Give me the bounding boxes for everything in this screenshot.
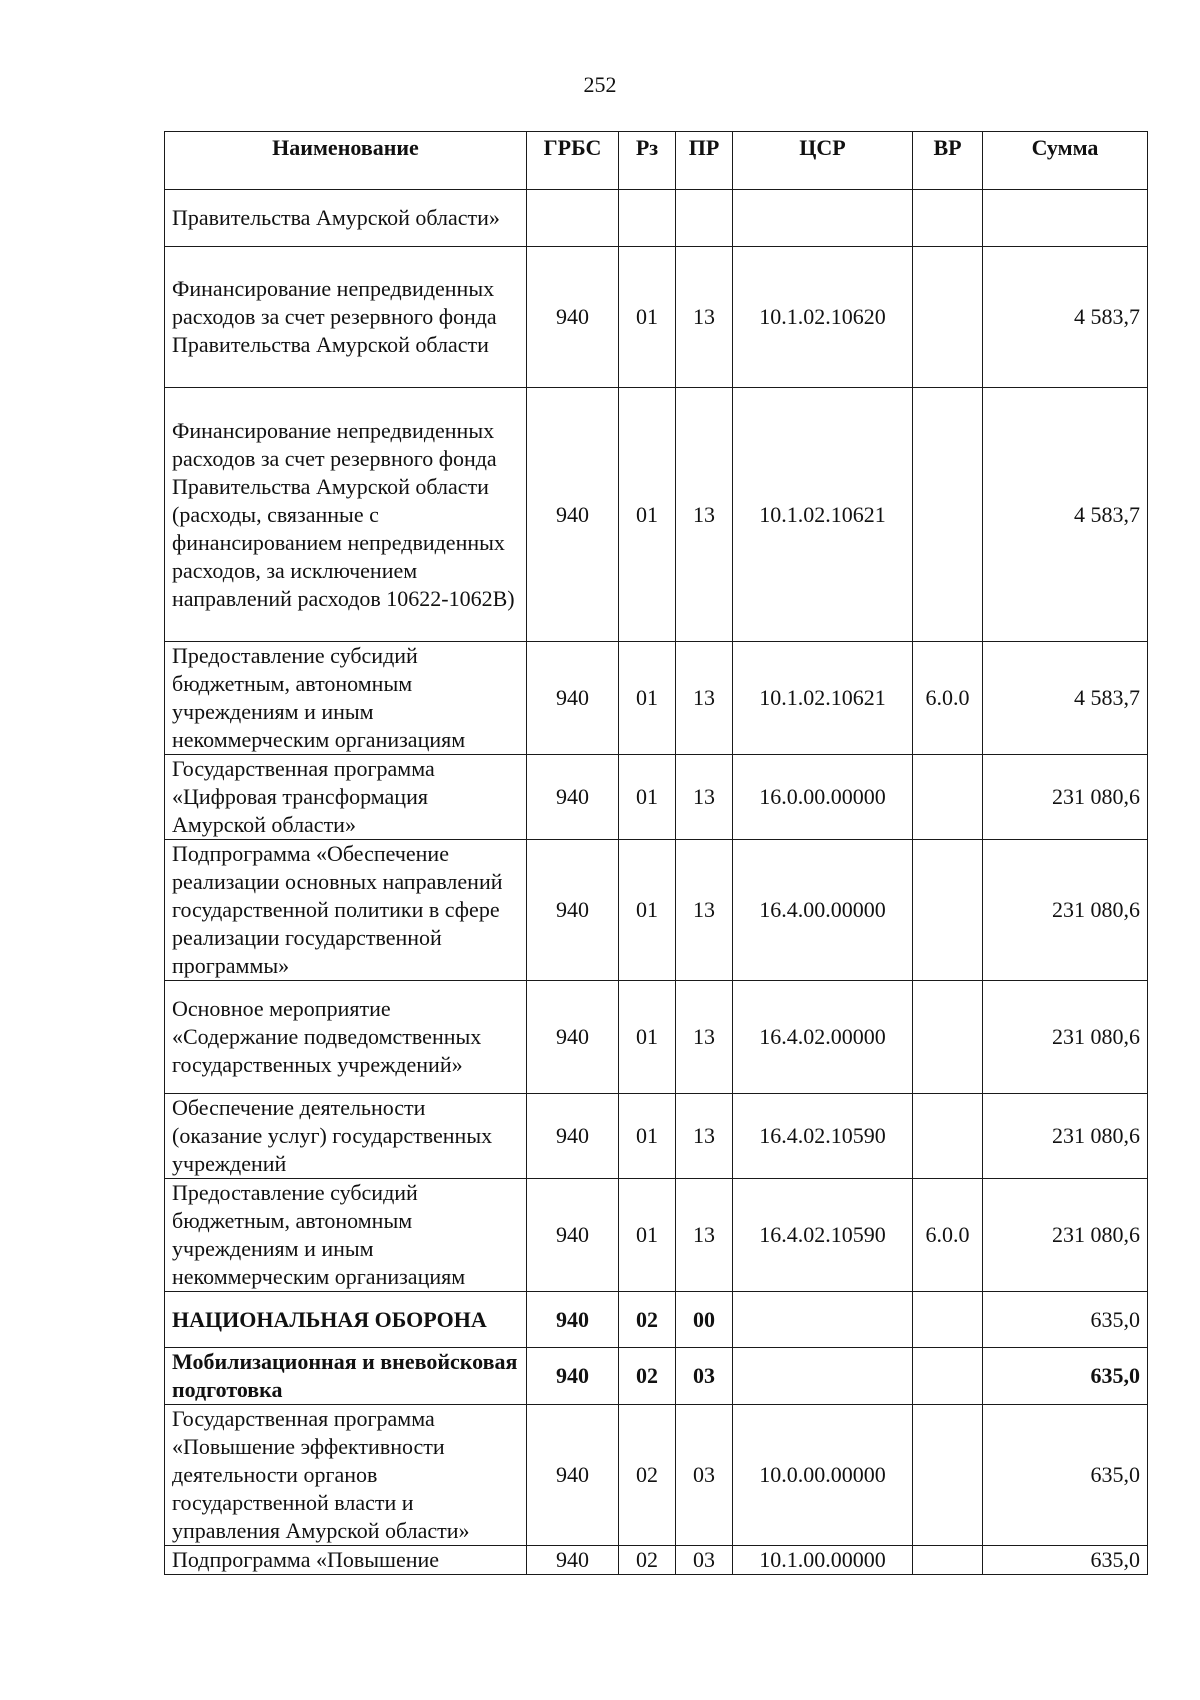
table-row bbox=[165, 755, 1148, 840]
cell-pr: 13 bbox=[676, 642, 733, 755]
cell-vr bbox=[913, 1405, 983, 1546]
header-sum: Сумма bbox=[983, 132, 1148, 190]
cell-csr: 16.0.00.00000 bbox=[733, 755, 913, 840]
cell-vr: 6.0.0 bbox=[913, 642, 983, 755]
cell-pr: 13 bbox=[676, 840, 733, 981]
cell-name: Обеспечение деятельности (оказание услуг) государственных учреждений bbox=[165, 1094, 527, 1179]
cell-pr: 13 bbox=[676, 1179, 733, 1292]
cell-name: Государственная программа «Цифровая трансформация Амурской области» bbox=[165, 755, 527, 840]
cell-grbs: 940 bbox=[527, 840, 619, 981]
cell-sum: 231 080,6 bbox=[983, 1094, 1148, 1179]
cell-name: Финансирование непредвиденных расходов за счет резервного фонда Правительства Амурской области bbox=[165, 247, 527, 388]
cell-pr: 13 bbox=[676, 1094, 733, 1179]
cell-rz: 02 bbox=[619, 1546, 676, 1575]
table-row bbox=[165, 1094, 1148, 1179]
cell-grbs bbox=[527, 190, 619, 247]
cell-vr bbox=[913, 190, 983, 247]
cell-rz: 01 bbox=[619, 981, 676, 1094]
cell-grbs: 940 bbox=[527, 1094, 619, 1179]
cell-vr: 6.0.0 bbox=[913, 1179, 983, 1292]
cell-sum: 4 583,7 bbox=[983, 642, 1148, 755]
cell-vr bbox=[913, 1094, 983, 1179]
cell-pr: 03 bbox=[676, 1348, 733, 1405]
cell-sum: 635,0 bbox=[983, 1292, 1148, 1348]
cell-csr bbox=[733, 1292, 913, 1348]
cell-grbs: 940 bbox=[527, 1179, 619, 1292]
header-grbs: ГРБС bbox=[527, 132, 619, 190]
cell-vr bbox=[913, 1292, 983, 1348]
header-vr: ВР bbox=[913, 132, 983, 190]
budget-table bbox=[164, 131, 1148, 1575]
cell-csr: 10.0.00.00000 bbox=[733, 1405, 913, 1546]
table-row bbox=[165, 388, 1148, 642]
cell-csr: 16.4.02.10590 bbox=[733, 1094, 913, 1179]
table-row bbox=[165, 642, 1148, 755]
cell-csr: 16.4.02.00000 bbox=[733, 981, 913, 1094]
table-row bbox=[165, 190, 1148, 247]
cell-csr: 16.4.00.00000 bbox=[733, 840, 913, 981]
cell-sum: 4 583,7 bbox=[983, 388, 1148, 642]
cell-name: Правительства Амурской области» bbox=[165, 190, 527, 247]
cell-pr: 03 bbox=[676, 1405, 733, 1546]
cell-sum: 231 080,6 bbox=[983, 755, 1148, 840]
table-row bbox=[165, 1292, 1148, 1348]
cell-rz: 02 bbox=[619, 1405, 676, 1546]
table-body bbox=[165, 190, 1148, 1575]
cell-sum bbox=[983, 190, 1148, 247]
cell-rz: 02 bbox=[619, 1292, 676, 1348]
cell-vr bbox=[913, 1546, 983, 1575]
cell-rz bbox=[619, 190, 676, 247]
page-number: 252 bbox=[583, 72, 617, 97]
cell-vr bbox=[913, 840, 983, 981]
cell-rz: 01 bbox=[619, 642, 676, 755]
cell-grbs: 940 bbox=[527, 388, 619, 642]
cell-grbs: 940 bbox=[527, 1348, 619, 1405]
cell-csr: 10.1.02.10620 bbox=[733, 247, 913, 388]
cell-sum: 635,0 bbox=[983, 1546, 1148, 1575]
cell-grbs: 940 bbox=[527, 247, 619, 388]
cell-name: НАЦИОНАЛЬНАЯ ОБОРОНА bbox=[165, 1292, 527, 1348]
header-name: Наименование bbox=[165, 132, 527, 190]
cell-csr bbox=[733, 190, 913, 247]
table-row bbox=[165, 1546, 1148, 1575]
cell-vr bbox=[913, 981, 983, 1094]
cell-pr: 13 bbox=[676, 247, 733, 388]
table-header bbox=[165, 132, 1148, 190]
cell-pr: 13 bbox=[676, 388, 733, 642]
cell-grbs: 940 bbox=[527, 1292, 619, 1348]
cell-pr: 13 bbox=[676, 981, 733, 1094]
cell-csr: 10.1.02.10621 bbox=[733, 388, 913, 642]
cell-rz: 01 bbox=[619, 388, 676, 642]
cell-vr bbox=[913, 755, 983, 840]
cell-grbs: 940 bbox=[527, 755, 619, 840]
cell-rz: 01 bbox=[619, 840, 676, 981]
cell-sum: 231 080,6 bbox=[983, 840, 1148, 981]
cell-grbs: 940 bbox=[527, 1546, 619, 1575]
cell-sum: 635,0 bbox=[983, 1405, 1148, 1546]
cell-sum: 635,0 bbox=[983, 1348, 1148, 1405]
table-row bbox=[165, 981, 1148, 1094]
cell-vr bbox=[913, 1348, 983, 1405]
cell-sum: 4 583,7 bbox=[983, 247, 1148, 388]
cell-rz: 02 bbox=[619, 1348, 676, 1405]
cell-name: Основное мероприятие «Содержание подведомственных государственных учреждений» bbox=[165, 981, 527, 1094]
cell-csr: 16.4.02.10590 bbox=[733, 1179, 913, 1292]
cell-grbs: 940 bbox=[527, 642, 619, 755]
cell-rz: 01 bbox=[619, 1094, 676, 1179]
cell-rz: 01 bbox=[619, 1179, 676, 1292]
cell-grbs: 940 bbox=[527, 981, 619, 1094]
header-rz: Рз bbox=[619, 132, 676, 190]
cell-vr bbox=[913, 247, 983, 388]
cell-pr: 03 bbox=[676, 1546, 733, 1575]
cell-rz: 01 bbox=[619, 247, 676, 388]
cell-name: Подпрограмма «Обеспечение реализации основных направлений государственной политики в сфере реализации государственной программы» bbox=[165, 840, 527, 981]
cell-pr: 13 bbox=[676, 755, 733, 840]
cell-vr bbox=[913, 388, 983, 642]
header-row bbox=[165, 132, 1148, 190]
cell-grbs: 940 bbox=[527, 1405, 619, 1546]
table-row bbox=[165, 247, 1148, 388]
header-csr: ЦСР bbox=[733, 132, 913, 190]
cell-csr bbox=[733, 1348, 913, 1405]
table-row bbox=[165, 1405, 1148, 1546]
cell-csr: 10.1.00.00000 bbox=[733, 1546, 913, 1575]
cell-pr bbox=[676, 190, 733, 247]
cell-name: Государственная программа «Повышение эффективности деятельности органов государственной власти и управления Амурской области» bbox=[165, 1405, 527, 1546]
cell-rz: 01 bbox=[619, 755, 676, 840]
cell-name: Подпрограмма «Повышение bbox=[165, 1546, 527, 1575]
cell-sum: 231 080,6 bbox=[983, 981, 1148, 1094]
table-row bbox=[165, 1348, 1148, 1405]
table-row bbox=[165, 1179, 1148, 1292]
table-row bbox=[165, 840, 1148, 981]
cell-name: Мобилизационная и вневойсковая подготовка bbox=[165, 1348, 527, 1405]
cell-name: Финансирование непредвиденных расходов за счет резервного фонда Правительства Амурской области (расходы, связанные с финансированием непредвиденных расходов, за исключением направлений расходов 10622-1062В) bbox=[165, 388, 527, 642]
header-pr: ПР bbox=[676, 132, 733, 190]
cell-name: Предоставление субсидий бюджетным, автономным учреждениям и иным некоммерческим организациям bbox=[165, 1179, 527, 1292]
cell-pr: 00 bbox=[676, 1292, 733, 1348]
cell-sum: 231 080,6 bbox=[983, 1179, 1148, 1292]
cell-name: Предоставление субсидий бюджетным, автономным учреждениям и иным некоммерческим организациям bbox=[165, 642, 527, 755]
cell-csr: 10.1.02.10621 bbox=[733, 642, 913, 755]
